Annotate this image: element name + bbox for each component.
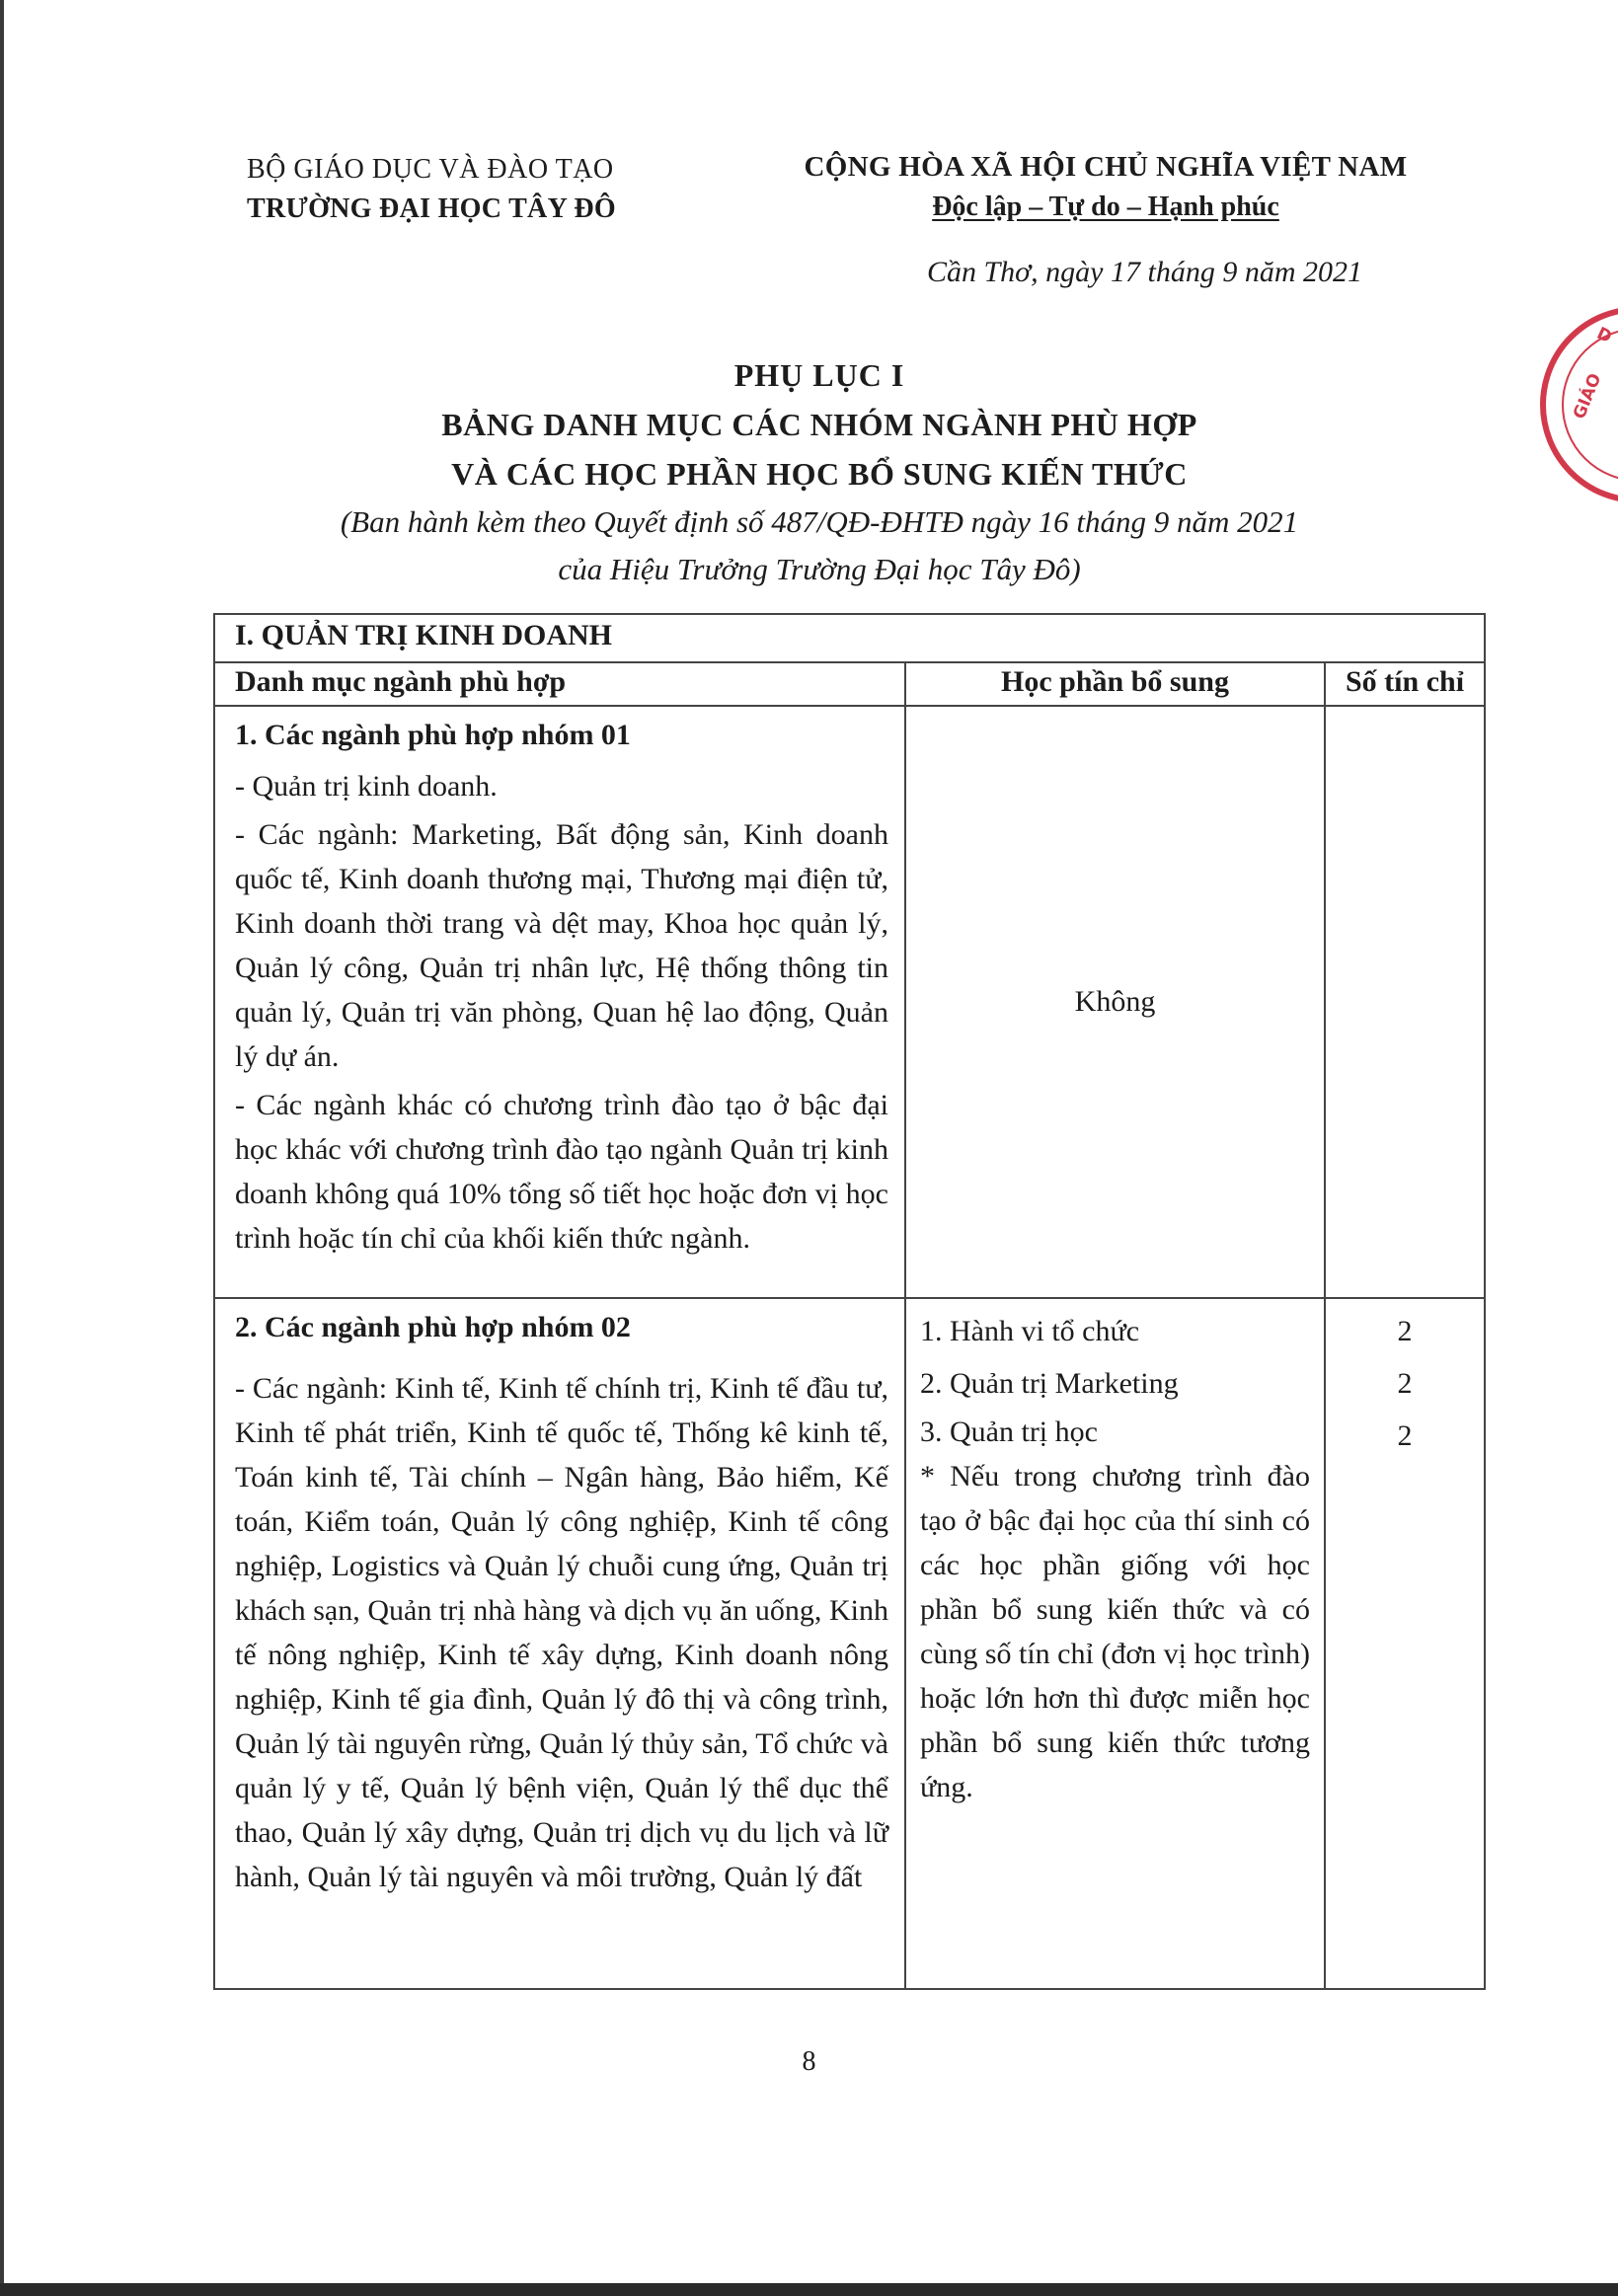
table-row	[214, 706, 1485, 1298]
majors-table	[213, 613, 1486, 1990]
decision-note-line2: của Hiệu Trưởng Trường Đại học Tây Đô)	[558, 552, 1081, 586]
group2-heading: 2. Các ngành phù hợp nhóm 02	[235, 1311, 631, 1343]
document-title-line1: BẢNG DANH MỤC CÁC NHÓM NGÀNH PHÙ HỢP	[441, 407, 1197, 442]
group2-credits-cell	[1325, 1298, 1485, 1989]
exemption-note: * Nếu trong chương trình đào tạo ở bậc đại học của thí sinh có các học phần giống với học phần bổ sung kiến thức và có cùng số tín chỉ (đơn vị học trình) hoặc lớn hơn thì được miễn học phần bổ sung kiến thức tương ứng.	[920, 1460, 1310, 1803]
seal-text-top: D	[1593, 323, 1615, 348]
country-name: CỘNG HÒA XÃ HỘI CHỦ NGHĨA VIỆT NAM	[804, 151, 1408, 183]
group1-supplement: Không	[1074, 985, 1156, 1018]
group2-item: - Các ngành: Kinh tế, Kinh tế chính trị, Kinh tế đầu tư, Kinh tế phát triển, Kinh tế quốc tế, Thống kê kinh tế, Toán kinh tế, Tài chính – Ngân hàng, Bảo hiểm, Kế toán, Kiểm toán, Quản lý công nghiệp, Kinh tế công nghiệp, Logistics và Quản lý chuỗi cung ứng, Quản trị khách sạn, Quản trị nhà hàng và dịch vụ ăn uống, Kinh tế nông nghiệp, Kinh tế xây dựng, Kinh doanh nông nghiệp, Kinh tế gia đình, Quản lý đô thị và công trình, Quản lý tài nguyên rừng, Quản lý thủy sản, Tổ chức và quản lý y tế, Quản lý bệnh viện, Quản lý thể dục thể thao, Quản lý xây dựng, Quản trị dịch vụ du lịch và lữ hành, Quản lý tài nguyên và môi trường, Quản lý đất	[235, 1372, 888, 1893]
table-header-row	[214, 662, 1485, 706]
national-motto: Độc lập – Tự do – Hạnh phúc	[932, 191, 1279, 222]
scan-edge-left	[0, 0, 4, 2296]
group1-credits-cell	[1325, 706, 1485, 1298]
university-name: TRƯỜNG ĐẠI HỌC TÂY ĐÔ	[247, 193, 616, 224]
seal-text: GIÁO	[1570, 370, 1606, 422]
header-credits: Số tín chỉ	[1325, 662, 1485, 706]
header-left	[247, 150, 671, 229]
course-credit: 2	[1397, 1315, 1413, 1347]
table-row	[214, 1298, 1485, 1989]
course-item: 2. Quản trị Marketing	[920, 1367, 1179, 1400]
issue-date: Cần Thơ, ngày 17 tháng 9 năm 2021	[926, 256, 1362, 288]
group1-item: - Các ngành khác có chương trình đào tạo ở bậc đại học khác với chương trình đào tạo ngành Quản trị kinh doanh không quá 10% tổng số tiết học hoặc đơn vị học trình hoặc tín chỉ của khối kiến thức ngành.	[235, 1089, 888, 1255]
ministry-name: BỘ GIÁO DỤC VÀ ĐÀO TẠO	[247, 154, 614, 185]
header-supplement: Học phần bổ sung	[905, 662, 1325, 706]
group2-supplement-cell	[905, 1298, 1325, 1989]
course-credit: 2	[1397, 1419, 1413, 1452]
page-number: 8	[802, 2046, 816, 2077]
decision-note-line1: (Ban hành kèm theo Quyết định số 487/QĐ-ĐHTĐ ngày 16 tháng 9 năm 2021	[340, 504, 1299, 539]
group1-majors-cell	[214, 706, 905, 1298]
document-title-line2: VÀ CÁC HỌC PHẦN HỌC BỔ SUNG KIẾN THỨC	[451, 456, 1188, 492]
appendix-title: PHỤ LỤC I	[733, 357, 905, 393]
course-credit: 2	[1397, 1367, 1413, 1400]
group2-majors-cell	[214, 1298, 905, 1989]
section-title: I. QUẢN TRỊ KINH DOANH	[214, 614, 1485, 662]
section-row	[214, 614, 1485, 662]
group1-heading: 1. Các ngành phù hợp nhóm 01	[235, 719, 631, 751]
course-item: 1. Hành vi tổ chức	[920, 1315, 1140, 1347]
scan-edge-bottom	[0, 2283, 1618, 2296]
group1-item: - Các ngành: Marketing, Bất động sản, Kinh doanh quốc tế, Kinh doanh thương mại, Thương mại điện tử, Kinh doanh thời trang và dệt may, Khoa học quản lý, Quản lý công, Quản trị nhân lực, Hệ thống thông tin quản lý, Quản trị văn phòng, Quan hệ lao động, Quản lý dự án.	[235, 818, 888, 1073]
title-block	[197, 350, 1441, 593]
header-right	[750, 146, 1461, 227]
header-majors: Danh mục ngành phù hợp	[214, 662, 905, 706]
group1-supplement-cell	[905, 706, 1325, 1298]
course-item: 3. Quản trị học	[920, 1416, 1098, 1448]
group1-item: - Quản trị kinh doanh.	[235, 770, 498, 803]
